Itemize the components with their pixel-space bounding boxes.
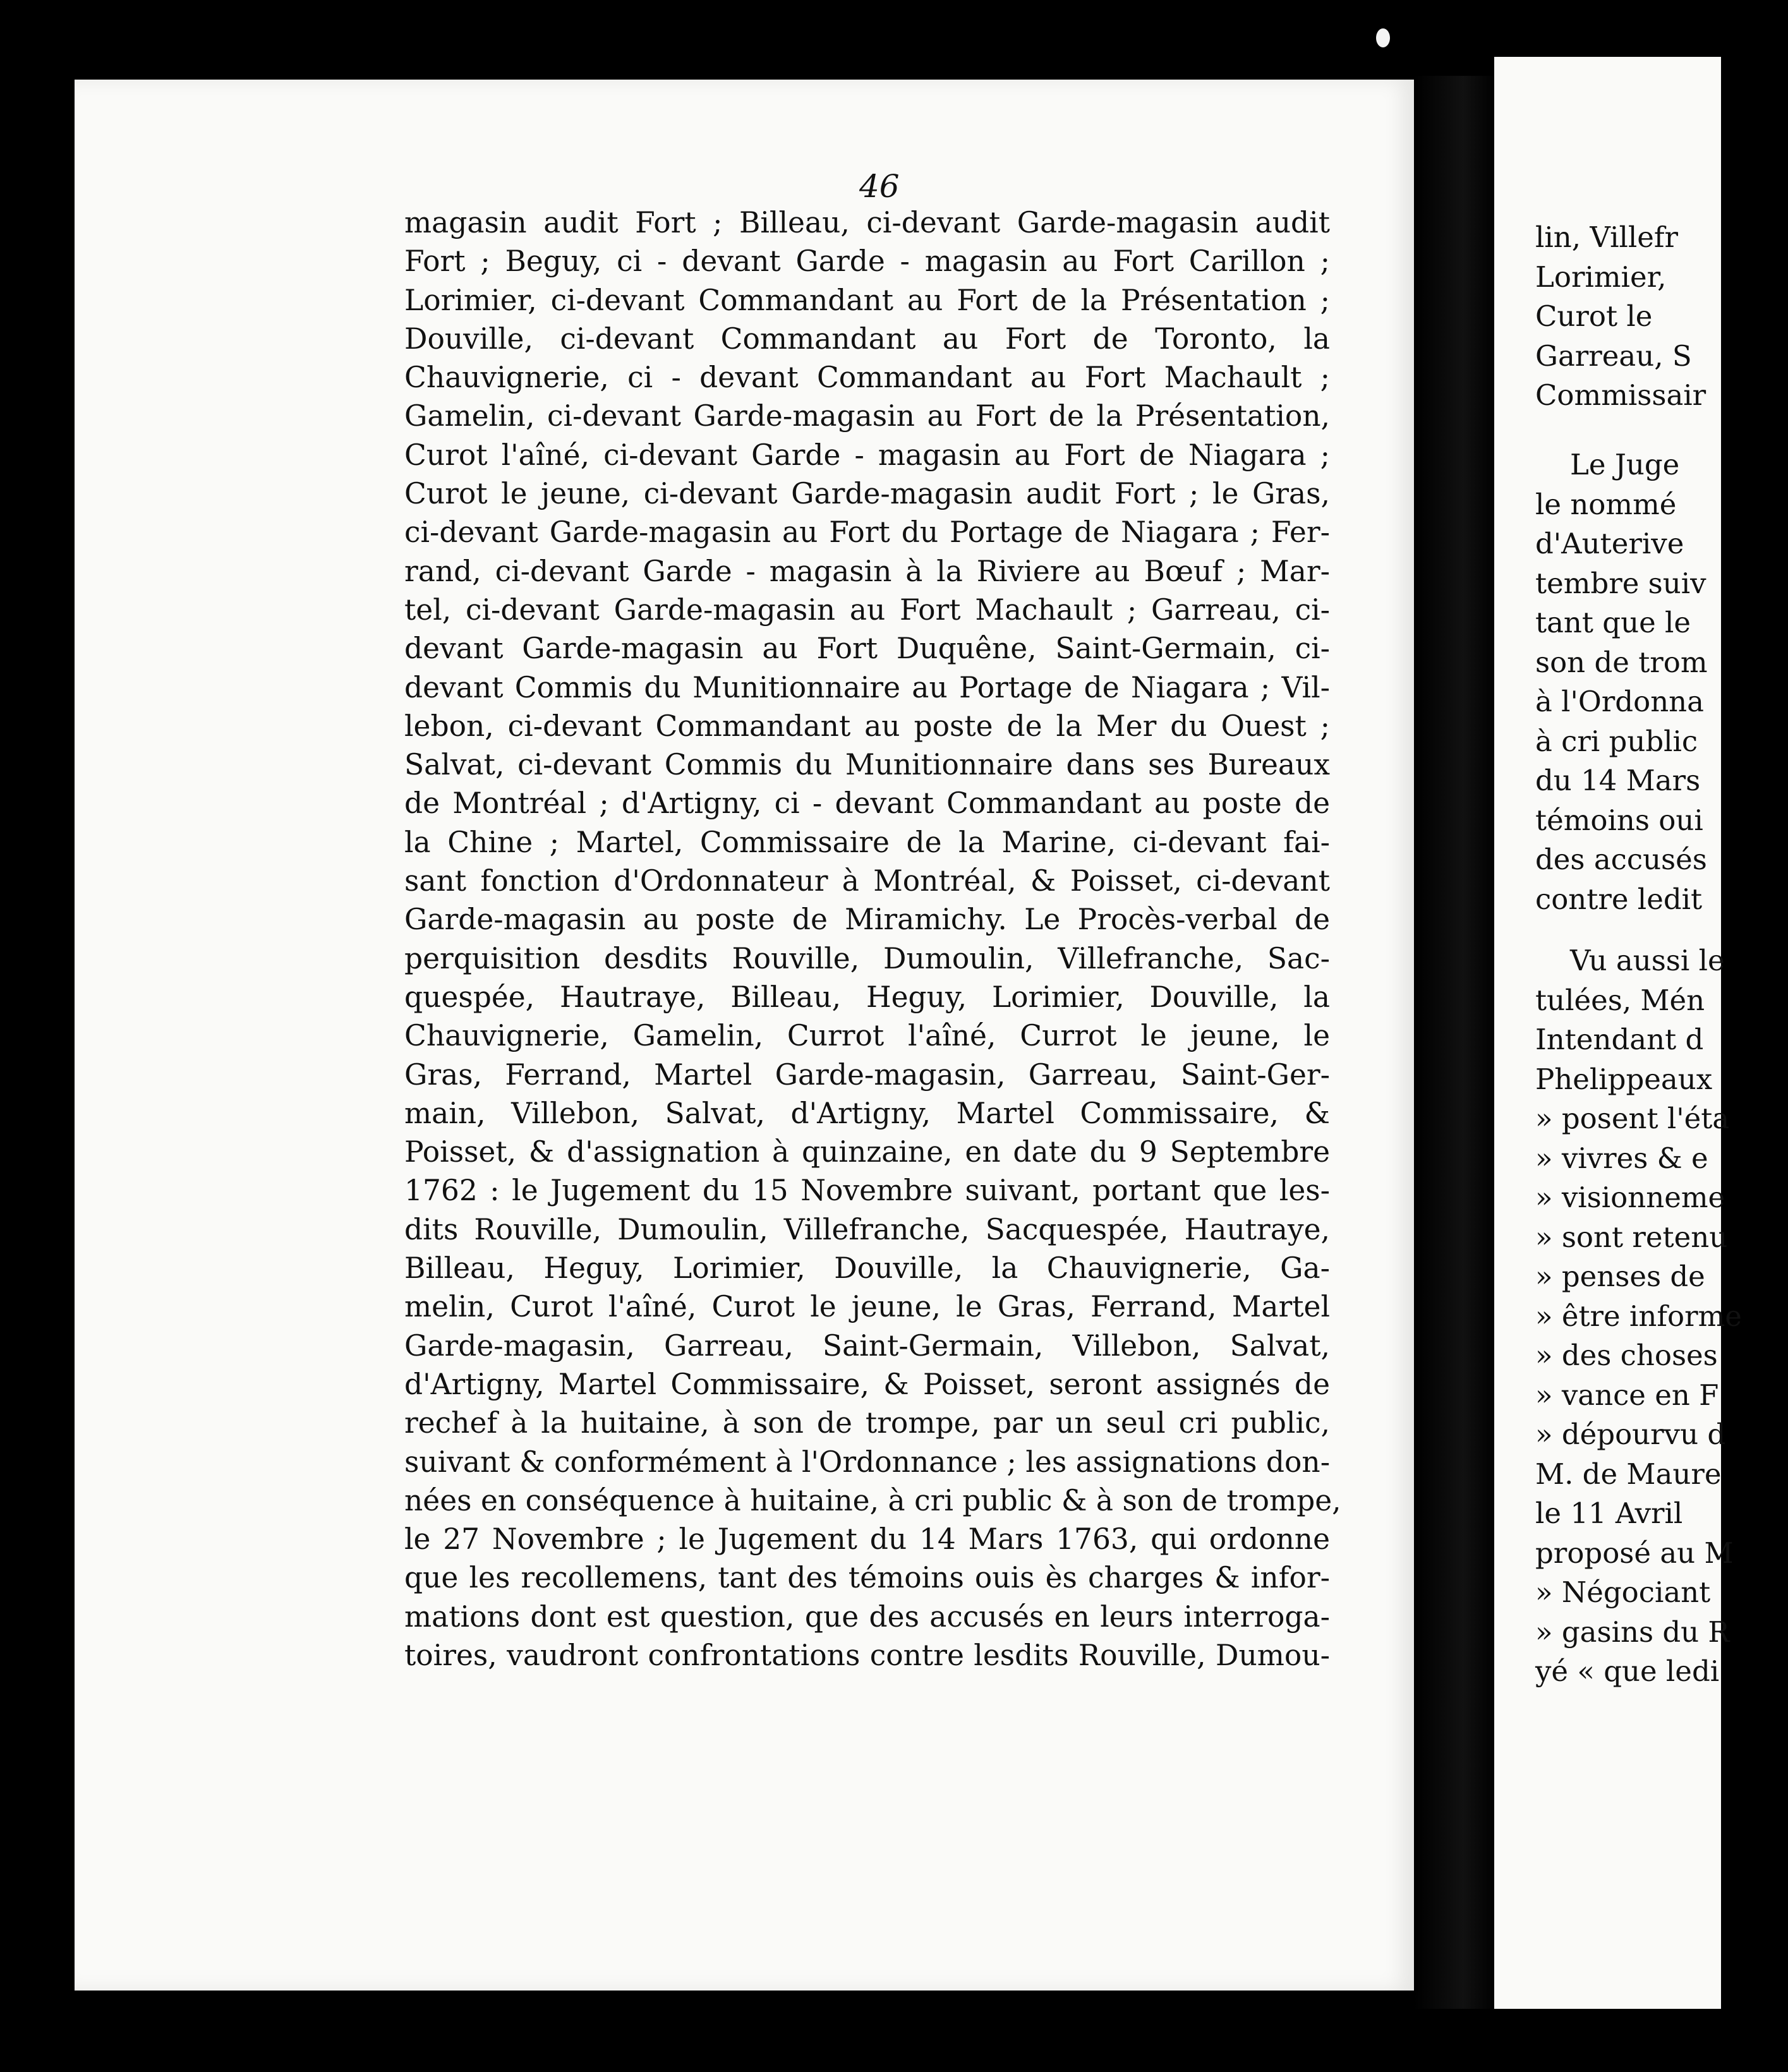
text-line: Gamelin, ci-devant Garde-magasin au Fort de la Présentation,: [404, 399, 1330, 433]
text-line: Curot l'aîné, ci-devant Garde - magasin au Fort de Niagara ;: [404, 438, 1330, 472]
text-line: lebon, ci-devant Commandant au poste de la Mer du Ouest ;: [404, 709, 1330, 743]
text-line: tembre suiv: [1535, 566, 1706, 600]
text-line: yé « que ledi: [1535, 1654, 1720, 1688]
text-line: Douville, ci-devant Commandant au Fort de Toronto, la: [404, 322, 1330, 356]
text-line: Curot le jeune, ci-devant Garde-magasin audit Fort ; le Gras,: [404, 477, 1330, 511]
text-line: Billeau, Heguy, Lorimier, Douville, la Chauvignerie, Ga-: [404, 1251, 1330, 1286]
text-line: ci-devant Garde-magasin au Fort du Portage de Niagara ; Fer-: [404, 515, 1330, 550]
text-line: Salvat, ci-devant Commis du Munitionnaire dans ses Bureaux: [404, 748, 1330, 782]
text-line: Phelippeaux: [1535, 1062, 1713, 1096]
text-line: M. de Maure: [1535, 1457, 1722, 1491]
text-line: le 27 Novembre ; le Jugement du 14 Mars 1763, qui ordonne: [404, 1522, 1330, 1557]
text-line: » visionneme: [1535, 1181, 1725, 1214]
text-line: main, Villebon, Salvat, d'Artigny, Martel Commissaire, &: [404, 1096, 1330, 1130]
text-line: » posent l'éta: [1535, 1102, 1730, 1135]
text-line: tant que le: [1535, 606, 1691, 639]
text-line: suivant & conformément à l'Ordonnance ; les assignations don-: [404, 1445, 1331, 1479]
text-line: perquisition desdits Rouville, Dumoulin, Villefranche, Sac-: [404, 941, 1330, 975]
text-line: tulées, Mén: [1535, 983, 1705, 1017]
text-line: » être informe: [1535, 1299, 1742, 1333]
text-line: que les recollemens, tant des témoins ouis ès charges & infor-: [404, 1561, 1330, 1595]
text-line: la Chine ; Martel, Commissaire de la Marine, ci-devant fai-: [404, 825, 1330, 859]
text-line: nées en conséquence à huitaine, à cri public & à son de trompe,: [404, 1483, 1341, 1517]
text-line: toires, vaudront confrontations contre lesdits Rouville, Dumou-: [404, 1638, 1330, 1672]
text-line: Intendant d: [1535, 1023, 1704, 1056]
text-line: Fort ; Beguy, ci - devant Garde - magasin au Fort Carillon ;: [404, 244, 1330, 279]
text-line: d'Auterive: [1535, 527, 1684, 560]
text-line: tel, ci-devant Garde-magasin au Fort Machault ; Garreau, ci-: [404, 593, 1330, 627]
text-line: Poisset, & d'assignation à quinzaine, en date du 9 Septembre: [404, 1135, 1330, 1169]
text-line: devant Commis du Munitionnaire au Portage de Niagara ; Vil-: [404, 670, 1330, 704]
text-line: » sont retenu: [1535, 1220, 1728, 1254]
page-number: 46: [859, 168, 900, 205]
text-line: Curot le: [1535, 299, 1653, 333]
text-line: son de trom: [1535, 645, 1708, 679]
text-line: Lorimier, ci-devant Commandant au Fort de la Présentation ;: [404, 283, 1330, 317]
text-line: contre ledit: [1535, 882, 1703, 916]
text-line: Vu aussi le: [1570, 944, 1725, 977]
text-line: » penses de: [1535, 1260, 1705, 1293]
scan-artifact: [1376, 28, 1390, 47]
text-line: Garde-magasin, Garreau, Saint-Germain, Villebon, Salvat,: [404, 1328, 1330, 1363]
text-line: devant Garde-magasin au Fort Duquêne, Saint-Germain, ci-: [404, 632, 1330, 666]
text-line: 1762 : le Jugement du 15 Novembre suivant, portant que les-: [404, 1174, 1330, 1208]
text-line: » des choses: [1535, 1339, 1718, 1372]
text-line: sant fonction d'Ordonnateur à Montréal, & Poisset, ci-devant: [404, 864, 1330, 898]
right-page-block-2: [1535, 445, 1788, 919]
text-line: » vance en F: [1535, 1378, 1719, 1412]
text-line: » gasins du R: [1535, 1615, 1730, 1649]
text-line: à cri public: [1535, 724, 1698, 758]
text-line: du 14 Mars: [1535, 764, 1701, 797]
text-line: » dépourvu d: [1535, 1418, 1726, 1451]
left-page-body-text: [404, 203, 1341, 1675]
text-line: de Montréal ; d'Artigny, ci - devant Commandant au poste de: [404, 786, 1330, 821]
text-line: lin, Villefr: [1535, 220, 1679, 254]
text-line: melin, Curot l'aîné, Curot le jeune, le Gras, Ferrand, Martel: [404, 1290, 1330, 1324]
text-line: à l'Ordonna: [1535, 685, 1704, 718]
text-line: témoins oui: [1535, 803, 1703, 837]
text-line: Lorimier,: [1535, 260, 1667, 294]
right-page: [1494, 57, 1742, 2009]
right-page-block-1: [1535, 218, 1788, 416]
text-line: dits Rouville, Dumoulin, Villefranche, Sacquespée, Hautraye,: [404, 1212, 1330, 1246]
text-line: le 11 Avril: [1535, 1497, 1683, 1530]
text-line: Garde-magasin au poste de Miramichy. Le Procès-verbal de: [404, 903, 1330, 937]
text-line: rand, ci-devant Garde - magasin à la Riviere au Bœuf ; Mar-: [404, 554, 1330, 588]
text-line: des accusés: [1535, 843, 1707, 876]
right-page-block-3: [1535, 941, 1788, 1692]
text-line: magasin audit Fort ; Billeau, ci-devant Garde-magasin audit: [404, 206, 1330, 239]
text-line: Chauvignerie, ci - devant Commandant au Fort Machault ;: [404, 361, 1330, 395]
text-line: » vivres & e: [1535, 1141, 1708, 1175]
text-line: Gras, Ferrand, Martel Garde-magasin, Garreau, Saint-Ger-: [404, 1057, 1330, 1092]
text-line: rechef à la huitaine, à son de trompe, par un seul cri public,: [404, 1406, 1330, 1440]
text-line: » Négociant: [1535, 1575, 1711, 1609]
text-line: Commissair: [1535, 378, 1706, 412]
text-line: mations dont est question, que des accusés en leurs interroga-: [404, 1599, 1330, 1634]
text-line: Garreau, S: [1535, 339, 1692, 373]
book-gutter: [1414, 76, 1496, 2009]
text-line: d'Artigny, Martel Commissaire, & Poisset, seront assignés de: [404, 1367, 1330, 1401]
text-line: Chauvignerie, Gamelin, Currot l'aîné, Currot le jeune, le: [404, 1019, 1330, 1053]
text-line: le nommé: [1535, 487, 1677, 521]
text-line: proposé au M: [1535, 1536, 1734, 1570]
text-line: quespée, Hautraye, Billeau, Heguy, Lorimier, Douville, la: [404, 980, 1330, 1014]
text-line: Le Juge: [1570, 448, 1680, 481]
